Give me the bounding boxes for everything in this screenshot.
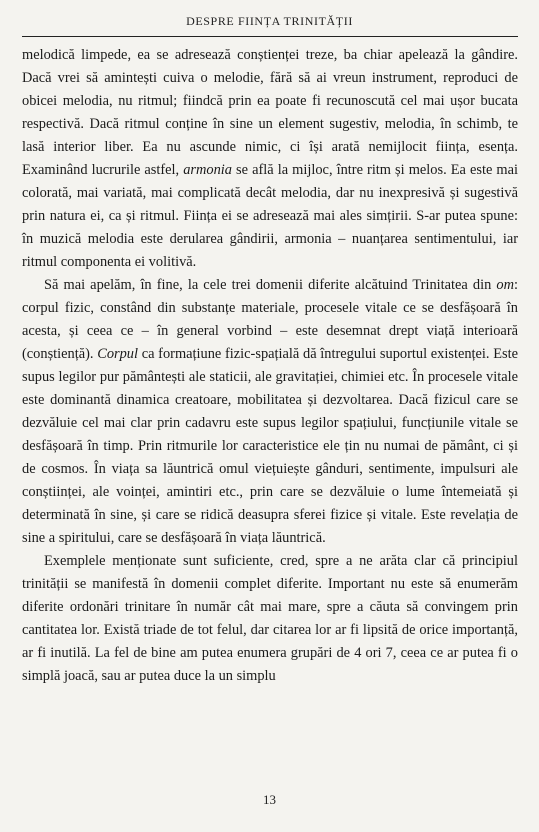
p1-text-b: se află la mijloc, între ritm și melos. Ea este mai colorată, mai variată, mai complicată decât melodia, dar nu inexpresivă și sugestivă prin natura ei, ca și ritmul. Ființa ei se adresează mai ales simțirii. S-ar putea spune: în muzică melodia este derularea gândirii, armonia – nuanțarea sentimentului, iar ritmul componenta ei volitivă. (22, 162, 518, 270)
p2-emphasis-corpul: Corpul (97, 346, 139, 362)
p2-text-c: ca formațiune fizic-spațială dă întregului suportul existenței. Este supus legilor pur pământești ale staticii, ale gravitației, chimiei etc. În procesele vitale este dominantă dinamica creatoare, mobilitatea și dezvoltarea. Dacă fizicul care se dezvăluie cel mai clar prin cadavru este supus legilor spațiului, funcțiunile vitale se desfășoară în timp. Prin ritmurile lor caracteristice ele țin nu numai de pământ, ci și de cosmos. În viața sa lăuntrică omul viețuiește gânduri, sentimente, impulsuri ale conștiinței, ale voinței, amintiri etc., prin care se dezvăluie o lume întemeiată și determinată în sine, și care se ridică deasupra sferei fizice și vitale. Este revelația de sine a spiritului, care se desfășoară în viața lăuntrică. (22, 346, 518, 546)
running-head: DESPRE FIINȚA TRINITĂȚII (186, 14, 353, 28)
paragraph-1 (22, 44, 518, 274)
body-text (22, 44, 518, 688)
page-number: 13 (263, 792, 276, 807)
p1-emphasis-armonia: armonia (183, 162, 232, 178)
p1-text-a: melodică limpede, ea se adresează conștienței treze, ba chiar apelează la gândire. Dacă vrei să amintești cuiva o melodie, fără să ai vreun instrument, reproduci de obicei melodia, nu ritmul; fiindcă prin ea poate fi recunoscută cel mai ușor bucata respectivă. Dacă ritmul conține în sine un element sugestiv, melodia, în schimb, te lasă interior liber. Ea nu ascunde nimic, ci își arată nemijlocit ființa, esența. Examinând lucrurile astfel, (22, 47, 518, 178)
p2-text-a: Să mai apelăm, în fine, la cele trei domenii diferite alcătuind Trinitatea din (44, 277, 497, 293)
p2-emphasis-om: om (496, 277, 514, 293)
header-rule (22, 36, 518, 37)
paragraph-2 (22, 274, 518, 550)
paragraph-3: Exemplele menționate sunt suficiente, cred, spre a ne arăta clar că principiul trinității se manifestă în domenii complet diferite. Important nu este să enumerăm diferite ordonări trinitare în număr cât mai mare, spre a căuta să convingem prin cantitatea lor. Există triade de tot felul, dar citarea lor ar fi lipsită de orice importanță, ar fi inutilă. La fel de bine am putea enumera grupări de 4 ori 7, ceea ce ar putea fi o simplă joacă, sau ar putea duce la un simplu (22, 553, 518, 684)
p2-text-b: : corpul fizic, constând din substanțe materiale, procesele vitale ce se desfășoară în acesta, și ceea ce – în general vorbind – este desemnat drept viață interioară (conștiență). (22, 277, 518, 362)
